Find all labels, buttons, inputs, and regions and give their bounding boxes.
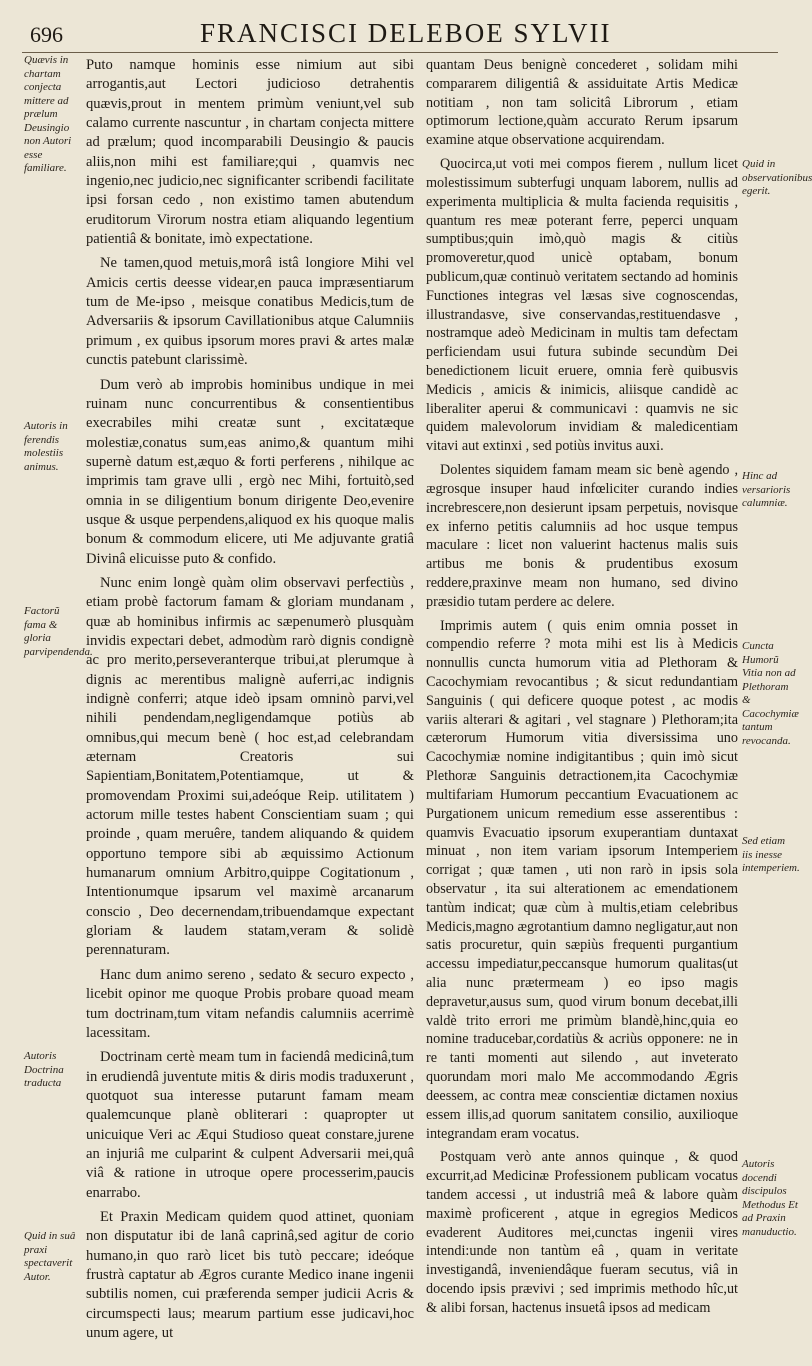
paragraph: Imprimis autem ( quis enim omnia posset in compendio referre ? mota mihi est lis à Medicis nonnullis cuncta humorum vitia ad Plethoram & Cacochymiam revocantibus ; & sicut redundantiam Sanguinis ( qui deficere quoque potest , ac modis variis alterari & agitari , vel stagnare ) Plethoram;ita cæterorum Humorum vitia diversissima uno Cacochymiæ nomine indigitantibus ; quin imò sicut Plethoræ Sanguinis detractionem,ita Cacochymiæ multifariam Humorum peccantium Evacuationem ac Purgationem unicum remedium esse asserentibus : quamvis Evacuatio ipsorum exuperantiam duntaxat minuat , non item variam ipsorum Intemperiem corrigat ; quæ tamen , uti non rarò in ipsis sola observatur , ita sui alterationem ac emendationem tantùm indicat; quæ cùm à multis,etiam celebribus Medicis,magno ægrotantium damno negligatur,aut non satis procuretur, quin sæpiùs frequenti purgantium accessu impediatur,peccansque humorum qualitas(ut alia nunc prætermeam ) eo ipso magis depravetur,ausus sum, quod virum bonum decebat,illi valdè trito errori me primùm blandè,hinc,quia eo nomine traducebar,cordatiùs & acriùs opponere: ne in re tanti momenti aut silendo , aut inveterato quorundam mori malo Me accommodando Ægris deessem, ac contra meæ conscientiæ dictamen noxius essem illis,ad quorum sanitatem consilio, auxilioque integrandam eram vocatus. (426, 617, 738, 1142)
paragraph: Quocirca,ut voti mei compos fierem , nullum licet molestissimum subterfugi unquam laborem, nullis ad experimenta multiplicia & multa facienda requisitis , quantum res meæ poterant ferre, peperci unquam sumptibus;quin imò,quò magis & citiùs promoveretur,quod unicè optabam, bonum publicum,quæ continuò veritatem sectando ad hominis Functiones integras vel læsas sive cognoscendas, illustrandasve, sive conservandas,restituendasve , nostramque adeò Medicinam in multis tam defectam perficiendam usui futura subinde secundùm Dei benedictionem licuit eruere, omnia ferè quibusvis Medicis , amicis & inimicis, aliisque candidè ac liberaliter aperui & communicavi : quamvis ne sic quidem malevolorum invidiam & maledicentiam vitavi aut extinxi , sed potiùs invitus auxi. (426, 156, 738, 455)
header-rule (22, 52, 778, 53)
paragraph: quantam Deus benignè concederet , solidam mihi compararem diligentiâ & assiduitate Artis Medicæ notitiam , non tam solicitâ Librorum , etiam optimorum lectione,quàm accurato Rerum ipsarum examine atque observatione acquirendam. (426, 57, 738, 149)
page-number: 696 (30, 22, 63, 47)
left-margin-note: Quid in suâ praxi spectaverit Autor. (24, 1230, 76, 1283)
right-margin-note: Hinc ad versarioris calumniæ. (742, 470, 791, 509)
running-title: FRANCISCI DELEBOE SYLVII (200, 18, 612, 48)
right-margin-note: Sed etiam iis inesse intemperiem. (742, 835, 800, 874)
paragraph: Ne tamen,quod metuis,morâ istâ longiore Mihi vel Amicis certis deesse videar,en pauca impræsentiarum tum de Me-ipso , meisque conatibus Medicis,tum de Adversariis & ipsorum Cavillationibus atque Calumniis primum , ex quibus ipsorum mores pravi & artes malæ cunctis patebunt clarissimè. (86, 255, 414, 369)
left-text-column (86, 56, 414, 1348)
right-text-column (426, 56, 738, 1323)
left-margin-note: Quævis in chartam conjecta mittere ad prælum Deusingio non Autori esse familiare. (24, 54, 72, 174)
right-margin-note: Autoris docendi discipulos Methodus Et ad Praxin manuductio. (742, 1158, 798, 1238)
left-margin-note: Autoris Doctrina traducta (24, 1050, 64, 1089)
paragraph: Dum verò ab improbis hominibus undique in mei ruinam nunc concurrentibus & consentientibus execrabiles mihi creatæ sunt , excitatæque molestiæ,conatus sum,eas animo,& quantum mihi supernè datum est,æquo & forti perferens , nihilque ac imprimis tam grave ulli , ergò nec Mihi, fortuitò,sed omnia in se diligentium bonum dirigente Deo,evenire usque & usque perpendens,aliquod ex his quoque malis bonum & commodum elicere, uti Me adjuvante gratiâ Divinâ elicuisse puto & confido. (86, 376, 414, 567)
paragraph: Et Praxin Medicam quidem quod attinet, quoniam non disputatur ibi de lanâ caprinâ,sed agitur de corio humano,in quo rarò licet bis tutò peccare; ideóque frustrà captatur ab Ægros curante Medico inane ingenii subtilis nomen, cui præferenda semper judicii Acris & circumspecti laus; mearum partium esse judicavi,hoc unum agere, ut (86, 1208, 414, 1341)
paragraph: Hanc dum animo sereno , sedato & securo expecto , licebit opinor me quoque Probis probare quoad meam tum doctrinam,tum vitam nefandis calumniis acerrimè lacessitam. (86, 966, 414, 1041)
paragraph: Puto namque hominis esse nimium aut sibi arrogantis,aut Lectori judicioso detrahentis quævis,prout in mentem primùm veniunt,vel sub calamo currente nascuntur , in chartam conjecta mittere ad prælum; quod incomparabili Deusingio & paucis aliis,non mihi est familiare;qui , quamvis nec ingenio,nec judicio,nec significanter scribendi facilitate ipsi forsan cedo , non existimo tamen abutendum eruditorum Virorum nostra etiam aliquando legentium patientiâ & bonitate, imò expectatione. (86, 57, 414, 248)
paragraph: Doctrinam certè meam tum in faciendâ medicinâ,tum in erudiendâ juventute mitis & diris modis traduxerunt , quotquot sua interesse putarunt famam meam qualemcunque planè obliterari : quapropter ut unicuique Veri ac Æqui Studioso queat constare,jurene an injuriâ me culparint & culpent Adversarii mei,quâ viâ & ratione in utroque opere processerim,paucis enarrabo. (86, 1049, 414, 1201)
right-margin-note: Quid in observationibus egerit. (742, 158, 812, 197)
right-margin-note: Cuncta Humorũ Vitia non ad Plethoram & Cacochymiæ tantum revocanda. (742, 640, 799, 747)
paragraph: Dolentes siquidem famam meam sic benè agendo , ægrosque insuper haud infœliciter curando indies increbrescere,non desierunt ipsam perpetuis, novisque ex inferno petitis calumniis ad hoc usque tempus maculare : licet non valuerint hactenus malis suis artibus me bonis & prudentibus exosum reddere,praxinve meam non humano, sed divino præsidio tutam perdere ac delere. (426, 462, 738, 610)
left-margin-note: Factorũ fama & gloria parvipendenda. (24, 605, 93, 658)
left-margin-note: Autoris in ferendis molestiis animus. (24, 420, 68, 473)
paragraph: Nunc enim longè quàm olim observavi perfectiùs , etiam probè factorum famam & gloriam mundanam , quæ ab hominibus infirmis ac sæpenumerò plusquàm invidis expectari debet, admodùm rarò dignis condignè ac pro merito,perseveranterque tribui,at plerumque à dignis ac merentibus malignè auferri,ac indignis indignè conferri; atque ideò ipsam omninò parvi,vel nihili pendendam,negligendamque potiùs ab omnibus,qui mecum benè ( hoc est,ad celebrandam æternam Creatoris sui Sapientiam,Bonitatem,Potentiamque, ut & promovendam Proximi sui,adeóque Reip. utilitatem ) actorum mille testes habent Conscientiam suam ; qui proinde , quam meruêre, tandem aliquando & quidem opportuno tempore sibi ab æquissimo Actionum humanarum omnium Arbitro,quippe Cogitationum , Intentionumque ipsarum vel maximè arcanarum conscio , Deo decernendam,tribuendamque expectant gloriam & laudem statam,veram & solidè perennaturam. (86, 574, 414, 959)
paragraph: Postquam verò ante annos quinque , & quod excurrit,ad Medicinæ Professionem publicam vocatus tandem accessi , ut industriâ meâ & labore quàm maximè proficerent , atque in egregios Medicos evaderent Auditores mei,cunctas ingenii vires intendi:unde non tantùm eâ , quam in veritate investigandâ, inveniendâque fueram secutus, viâ in docendo ipsis prævivi ; sed imprimis methodo hîc,ut & alibi forsan, hactenus insuetâ ipsos ad medicam (426, 1149, 738, 1316)
